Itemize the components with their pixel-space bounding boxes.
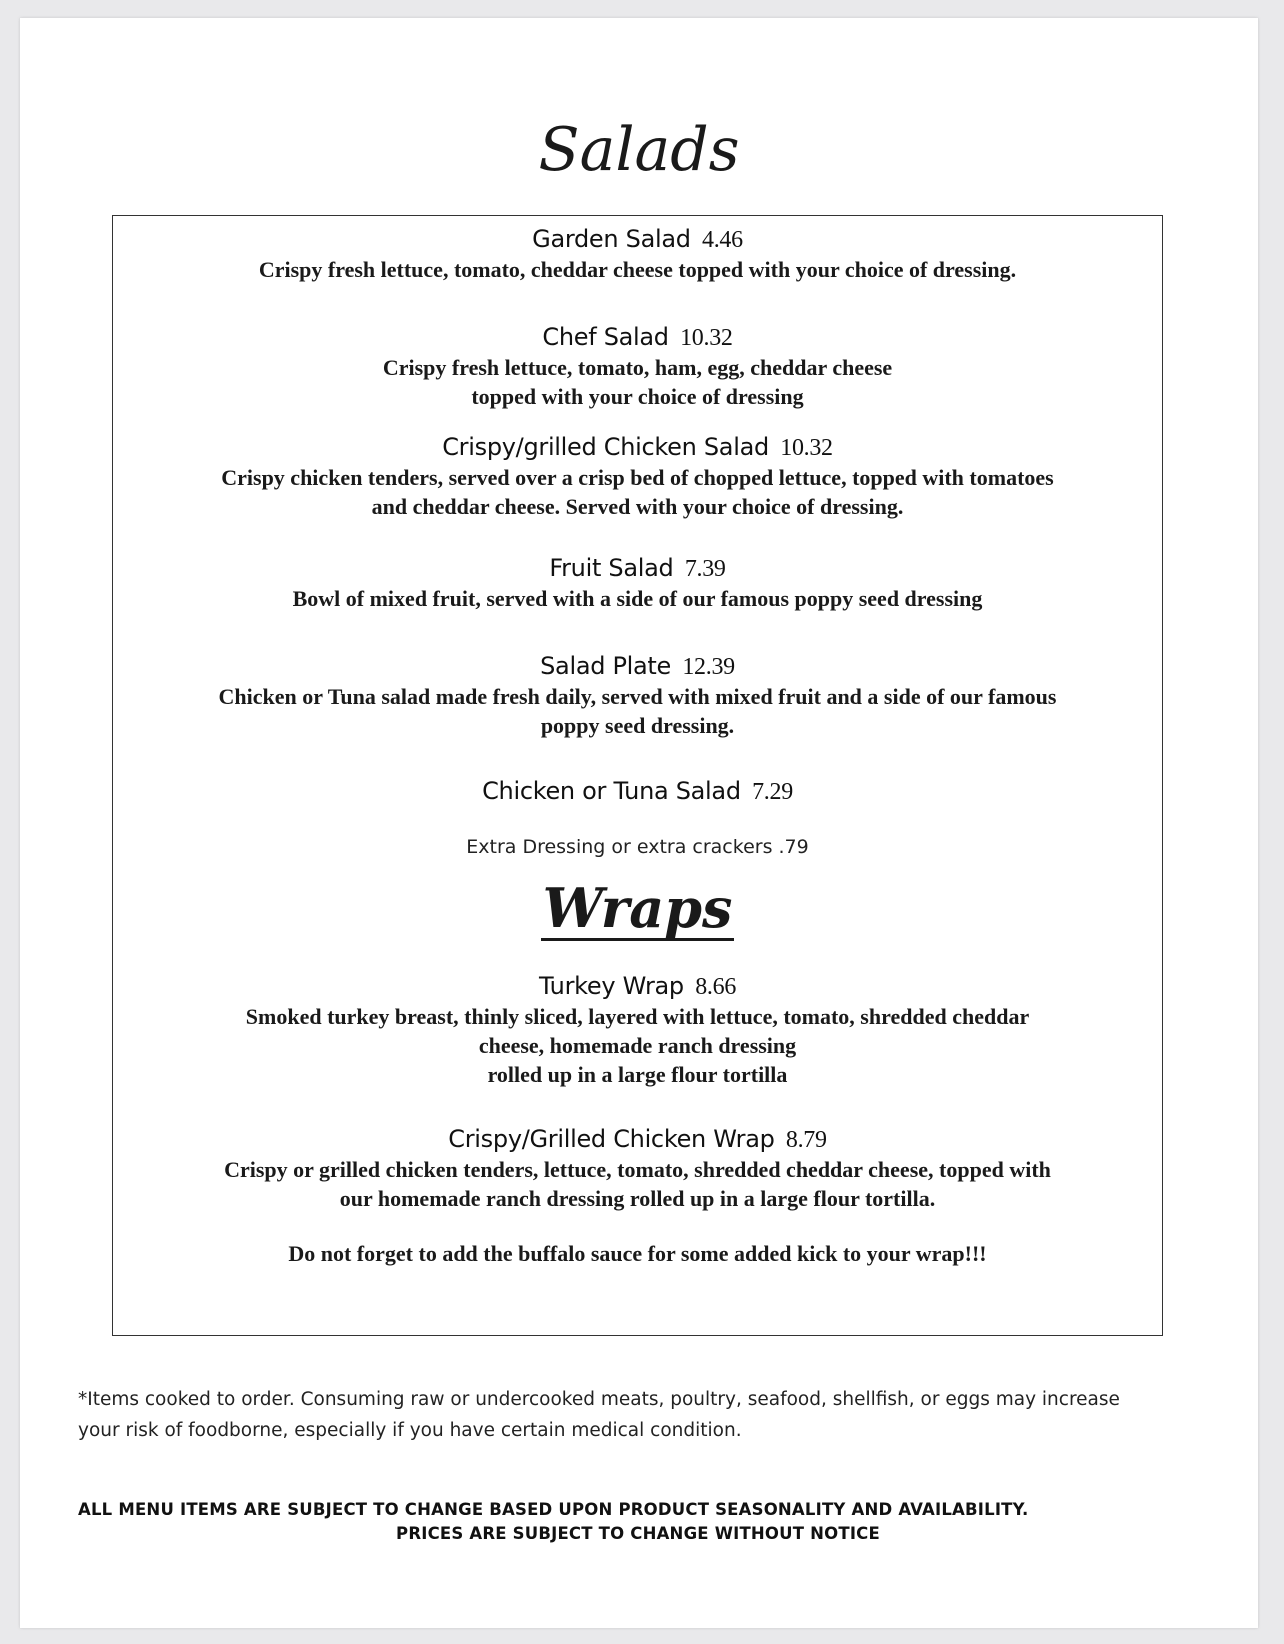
item-title bbox=[113, 651, 1162, 682]
menu-item-fruit-salad bbox=[113, 553, 1162, 613]
item-description bbox=[113, 255, 1162, 284]
price-notice bbox=[78, 1498, 1198, 1546]
menu-item-turkey-wrap bbox=[113, 971, 1162, 1089]
item-price: 8.66 bbox=[695, 974, 737, 1000]
item-description bbox=[113, 584, 1162, 613]
item-description-line: poppy seed dressing. bbox=[540, 713, 735, 738]
item-title bbox=[113, 971, 1162, 1002]
item-price: 7.39 bbox=[684, 556, 726, 582]
item-description bbox=[113, 682, 1162, 740]
item-description-line: cheese, homemade ranch dressing bbox=[478, 1033, 797, 1058]
item-description-line: Chicken or Tuna salad made fresh daily, served with mixed fruit and a side of our famous bbox=[218, 684, 1057, 709]
extra-note bbox=[113, 835, 1162, 859]
item-price: 4.46 bbox=[702, 227, 743, 253]
buffalo-sauce-tip bbox=[113, 1239, 1162, 1268]
item-description-line: Bowl of mixed fruit, served with a side of our famous poppy seed dressing bbox=[292, 586, 983, 611]
menu-item-chef-salad bbox=[113, 322, 1162, 411]
item-description-line: topped with your choice of dressing bbox=[471, 384, 804, 409]
item-name: Garden Salad bbox=[532, 225, 691, 253]
footnote-line: *Items cooked to order. Consuming raw or undercooked meats, poultry, seafood, shellfish, or eggs may increase bbox=[78, 1389, 1120, 1410]
item-title bbox=[113, 776, 1162, 807]
menu-item-chicken-wrap bbox=[113, 1124, 1162, 1213]
menu-page bbox=[20, 18, 1258, 1628]
item-price: 10.32 bbox=[780, 435, 833, 461]
allergen-footnote bbox=[78, 1384, 1198, 1446]
item-name: Fruit Salad bbox=[549, 554, 674, 582]
wraps-heading bbox=[113, 876, 1162, 941]
item-price: 10.32 bbox=[680, 325, 733, 351]
notice-line: ALL MENU ITEMS ARE SUBJECT TO CHANGE BASED UPON PRODUCT SEASONALITY AND AVAILABILITY. bbox=[78, 1500, 1029, 1519]
item-name: Chef Salad bbox=[542, 323, 669, 351]
item-title bbox=[113, 224, 1162, 255]
wraps-heading-text: Wraps bbox=[542, 876, 733, 940]
item-description bbox=[113, 1002, 1162, 1089]
item-name: Turkey Wrap bbox=[538, 972, 684, 1000]
item-price: 7.29 bbox=[752, 779, 793, 805]
item-name: Crispy/grilled Chicken Salad bbox=[442, 433, 769, 461]
menu-box bbox=[112, 215, 1163, 1336]
item-description bbox=[113, 353, 1162, 411]
item-price: 12.39 bbox=[682, 654, 735, 680]
footnote-line: your risk of foodborne, especially if you have certain medical condition. bbox=[78, 1420, 742, 1441]
item-description bbox=[113, 1155, 1162, 1213]
item-price: 8.79 bbox=[785, 1127, 827, 1153]
item-title bbox=[113, 1124, 1162, 1155]
menu-item-garden-salad bbox=[113, 224, 1162, 284]
notice-line: PRICES ARE SUBJECT TO CHANGE WITHOUT NOTICE bbox=[396, 1524, 880, 1543]
item-title bbox=[113, 322, 1162, 353]
salads-heading: Salads bbox=[538, 115, 740, 185]
menu-item-salad-plate bbox=[113, 651, 1162, 740]
extra-dressing-note: Extra Dressing or extra crackers .79 bbox=[466, 836, 809, 858]
item-description-line: Crispy chicken tenders, served over a crisp bed of chopped lettuce, topped with tomatoes bbox=[221, 465, 1054, 490]
item-description-line: Crispy fresh lettuce, tomato, ham, egg, cheddar cheese bbox=[382, 355, 893, 380]
menu-item-chicken-tuna-salad bbox=[113, 776, 1162, 807]
item-description-line: and cheddar cheese. Served with your choice of dressing. bbox=[371, 494, 904, 519]
item-description-line: Crispy fresh lettuce, tomato, cheddar cheese topped with your choice of dressing. bbox=[258, 257, 1017, 282]
item-description-line: Crispy or grilled chicken tenders, lettuce, tomato, shredded cheddar cheese, topped with bbox=[224, 1157, 1051, 1182]
item-description-line: our homemade ranch dressing rolled up in a large flour tortilla. bbox=[339, 1186, 936, 1211]
item-name: Crispy/Grilled Chicken Wrap bbox=[448, 1125, 775, 1153]
item-description bbox=[113, 463, 1162, 521]
item-title bbox=[113, 553, 1162, 584]
item-name: Chicken or Tuna Salad bbox=[482, 777, 741, 805]
item-description-line: rolled up in a large flour tortilla bbox=[487, 1062, 788, 1087]
item-title bbox=[113, 432, 1162, 463]
menu-item-chicken-salad bbox=[113, 432, 1162, 521]
tip-text: Do not forget to add the buffalo sauce for some added kick to your wrap!!! bbox=[288, 1241, 987, 1266]
item-description-line: Smoked turkey breast, thinly sliced, layered with lettuce, tomato, shredded cheddar bbox=[245, 1004, 1030, 1029]
item-name: Salad Plate bbox=[540, 652, 672, 680]
